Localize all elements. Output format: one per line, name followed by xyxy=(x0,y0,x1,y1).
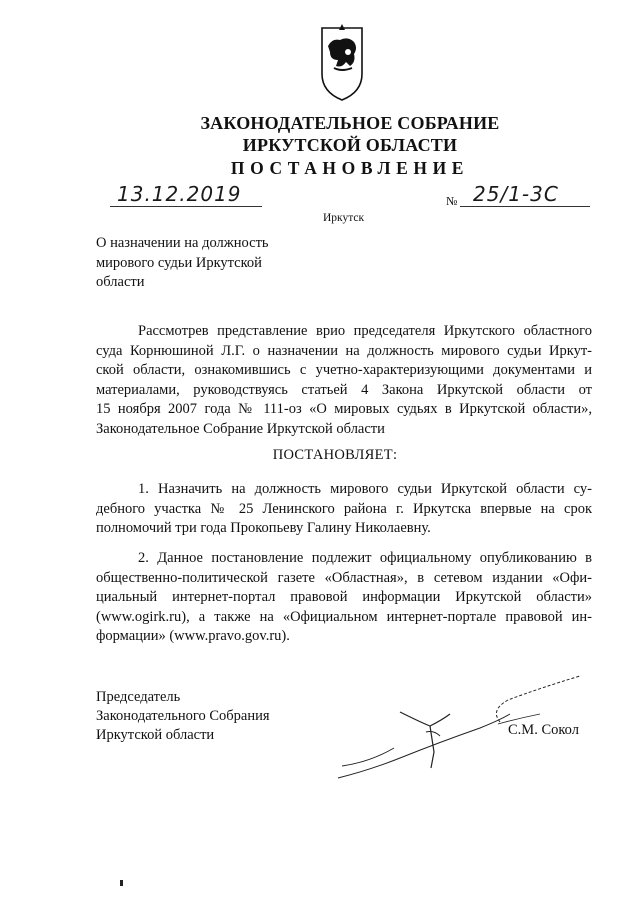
clause-2-paragraph xyxy=(96,549,592,647)
org-name-line1: ЗАКОНОДАТЕЛЬНОЕ СОБРАНИЕ xyxy=(200,113,500,133)
signatory-title xyxy=(96,688,270,745)
signatory-title-line: Председатель xyxy=(96,689,181,705)
coat-of-arms-icon xyxy=(318,22,366,102)
paragraph-line: 2. Данное постановление подлежит официальному опубликованию в xyxy=(138,550,592,566)
document-subject xyxy=(96,234,269,293)
signatory-name: С.М. Сокол xyxy=(508,722,579,738)
subject-line: области xyxy=(96,274,145,290)
clause-1-paragraph xyxy=(96,480,592,539)
number-underline xyxy=(460,206,590,207)
paragraph-line: (www.ogirk.ru), а также на «Официальном интернет-портале правовой ин- xyxy=(96,608,592,625)
date-underline xyxy=(110,206,262,207)
city-label: Иркутск xyxy=(323,212,365,224)
number-sign: № xyxy=(446,194,458,208)
paragraph-line: суда Корнюшиной Л.Г. о назначении на должность мирового судьи Иркут- xyxy=(96,342,592,359)
preamble-paragraph xyxy=(96,322,592,439)
paragraph-line: циальный интернет-портал правовой информации Иркутской области» xyxy=(96,589,592,605)
paragraph-line: ской области, ознакомившись с учетно-характеризующими документами и xyxy=(96,362,592,378)
handwritten-date: 13.12.2019 xyxy=(117,182,242,206)
org-name-line2: ИРКУТСКОЙ ОБЛАСТИ xyxy=(242,135,458,155)
handwritten-number: 25/1-3С xyxy=(473,182,559,206)
paragraph-line: общественно-политической газете «Областная», в сетевом издании «Офи- xyxy=(96,569,592,586)
paragraph-line: материалами, руководствуясь статьей 4 Закона Иркутской области от xyxy=(96,381,592,398)
signatory-title-line: Законодательного Собрания xyxy=(96,708,270,724)
signatory-title-line: Иркутской области xyxy=(96,727,215,743)
paragraph-line: 1. Назначить на должность мирового судьи Иркутской области су- xyxy=(138,481,592,497)
paragraph-line: Рассмотрев представление врио председателя Иркутского областного xyxy=(138,323,592,339)
document-type-title: ПОСТАНОВЛЕНИЕ xyxy=(230,158,470,178)
resolves-heading: ПОСТАНОВЛЯЕТ: xyxy=(272,447,398,463)
subject-line: мирового судьи Иркутской xyxy=(96,254,262,271)
paragraph-line: 15 ноября 2007 года № 111-оз «О мировых судьях в Иркутской области», xyxy=(96,401,592,417)
paragraph-line: дебного участка № 25 Ленинского района г. Иркутска впервые на срок xyxy=(96,500,592,517)
paragraph-line: формации» (www.pravo.gov.ru). xyxy=(96,628,290,644)
scan-mark xyxy=(120,880,123,886)
paragraph-line: полномочий три года Прокопьеву Галину Николаевну. xyxy=(96,520,431,536)
subject-line: О назначении на должность xyxy=(96,235,269,251)
paragraph-line: Законодательное Собрание Иркутской области xyxy=(96,420,385,437)
